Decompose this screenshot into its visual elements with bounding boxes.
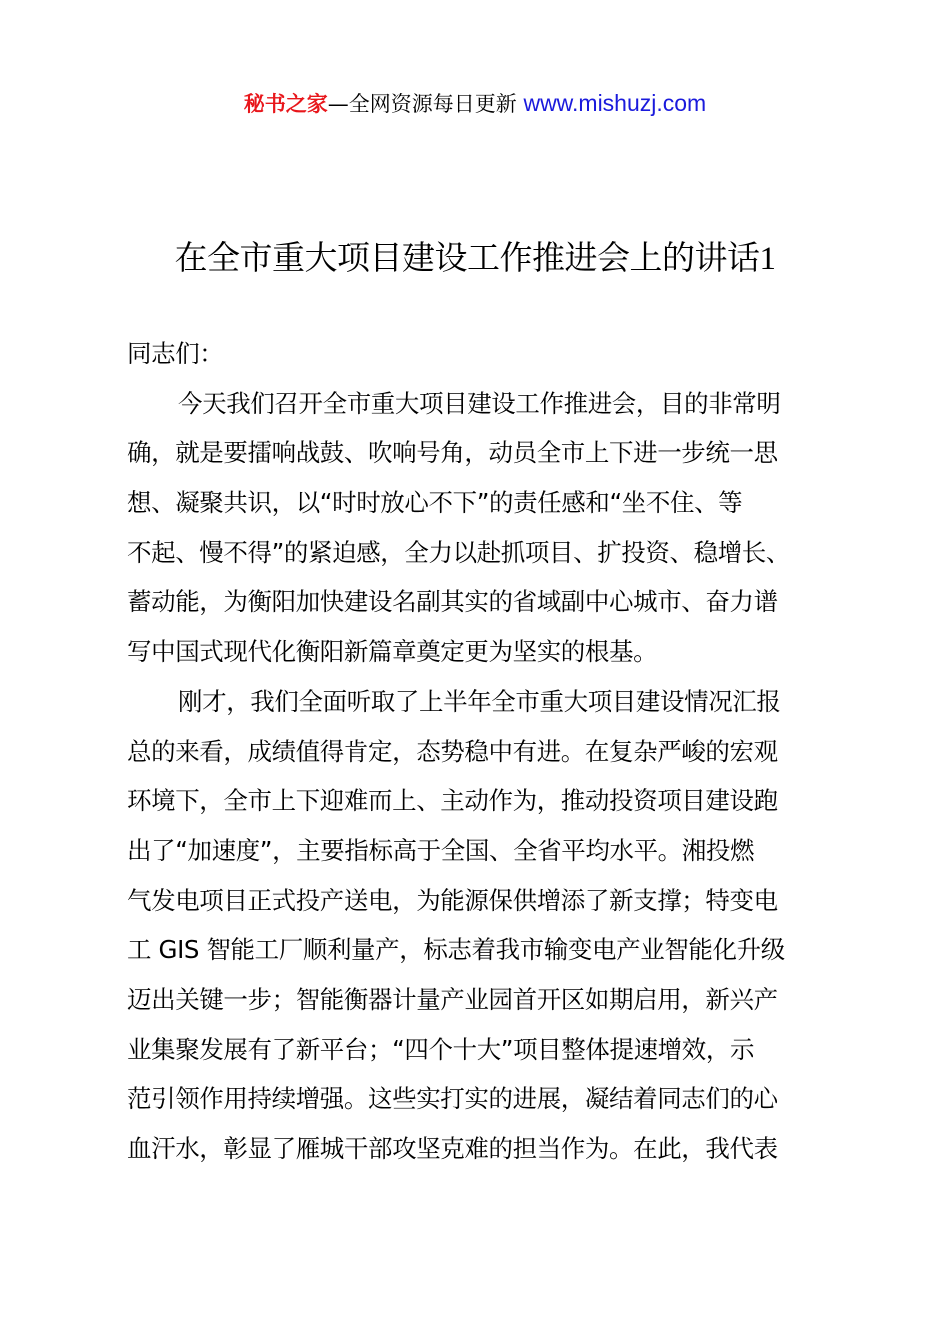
- paragraph-line: 血汗水，彰显了雁城干部攻坚克难的担当作为。在此，我代表: [127, 1134, 778, 1163]
- title-text: 在全市重大项目建设工作推进会上的讲话: [174, 238, 760, 277]
- paragraph-line: 想、凝聚共识，以“时时放心不下”的责任感和“坐不住、等: [127, 488, 743, 518]
- paragraph-line: 确，就是要擂响战鼓、吹响号角，动员全市上下进一步统一思: [127, 438, 778, 468]
- salutation: 同志们：: [127, 339, 224, 368]
- brand-name: 秘书之家: [243, 92, 328, 116]
- paragraph-line: 不起、慢不得”的紧迫感，全力以赴抓项目、扩投资、稳增长、: [127, 537, 790, 567]
- paragraph: [127, 386, 857, 684]
- paragraph-line: 迈出关键一步；智能衡器计量产业园首开区如期启用，新兴产: [127, 984, 778, 1014]
- paragraph-line: 气发电项目正式投产送电，为能源保供增添了新支撑；特变电: [127, 885, 778, 915]
- site-url-link[interactable]: www.mishuzj.com: [523, 90, 707, 116]
- paragraph-line: 刚才，我们全面听取了上半年全市重大项目建设情况汇报: [178, 686, 781, 716]
- document-title: [0, 232, 950, 279]
- paragraph-line: 蓄动能，为衡阳加快建设名副其实的省域副中心城市、奋力谱: [127, 587, 778, 617]
- paragraph-line: 总的来看，成绩值得肯定，态势稳中有进。在复杂严峻的宏观: [127, 736, 778, 766]
- paragraph-line: 环境下，全市上下迎难而上、主动作为，推动投资项目建设跑: [127, 786, 778, 816]
- paragraph: [127, 684, 857, 1181]
- title-number: 1: [759, 241, 776, 277]
- header-slogan: —全网资源每日更新: [327, 92, 524, 116]
- document-body: [127, 336, 857, 1181]
- paragraph-line: 范引领作用持续增强。这些实打实的进展，凝结着同志们的心: [127, 1084, 778, 1114]
- paragraph-line: 业集聚发展有了新平台；“四个十大”项目整体提速增效，示: [127, 1034, 755, 1064]
- paragraph-line: 工 GIS 智能工厂顺利量产，标志着我市输变电产业智能化升级: [127, 935, 785, 965]
- site-header: [0, 88, 950, 118]
- paragraph-line: 出了“加速度”，主要指标高于全国、全省平均水平。湘投燃: [127, 835, 755, 865]
- paragraph-line: 写中国式现代化衡阳新篇章奠定更为坚实的根基。: [127, 637, 658, 667]
- paragraph-line: 今天我们召开全市重大项目建设工作推进会，目的非常明: [178, 388, 781, 418]
